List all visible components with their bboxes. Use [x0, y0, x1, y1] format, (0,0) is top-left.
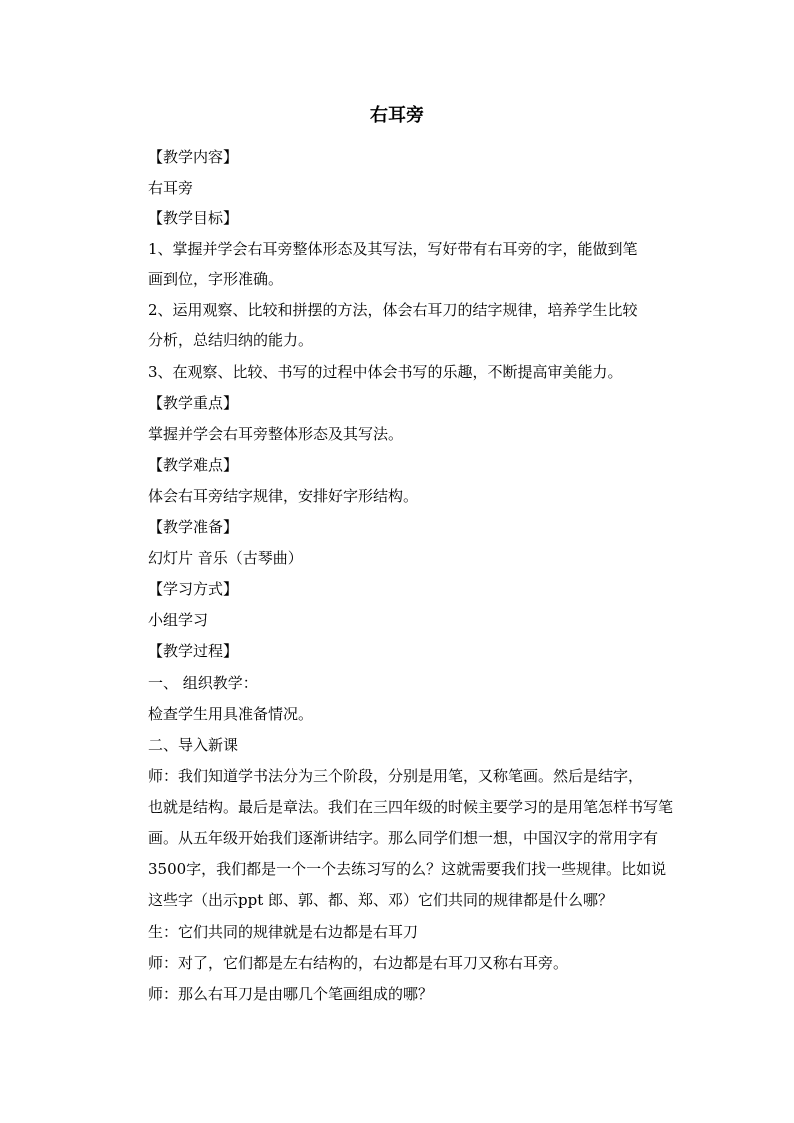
goal-3: 3、在观察、比较、书写的过程中体会书写的乐趣，不断提高审美能力。 [148, 363, 623, 381]
dialogue-teacher-1-line-2: 也就是结构。最后是章法。我们在三四年级的时候主要学习的是用笔怎样书写笔 [148, 798, 674, 816]
section-heading-content: 【教学内容】 [148, 148, 239, 166]
content-text: 右耳旁 [148, 179, 194, 197]
process-step-2: 二、导入新课 [148, 736, 239, 754]
section-heading-goals: 【教学目标】 [148, 209, 239, 227]
dialogue-teacher-1-line-3: 画。从五年级开始我们逐渐讲结字。那么同学们想一想，中国汉字的常用字有 [148, 829, 659, 847]
preparation-text: 幻灯片 音乐（古琴曲） [148, 549, 303, 567]
process-step-1-text: 检查学生用具准备情况。 [148, 705, 314, 723]
difficulties-text: 体会右耳旁结字规律，安排好字形结构。 [148, 487, 419, 505]
dialogue-student-1: 生：它们共同的规律就是右边都是右耳刀 [148, 923, 419, 941]
goal-1-line-2: 画到位，字形准确。 [148, 270, 284, 288]
goal-2-line-1: 2、运用观察、比较和拼摆的方法，体会右耳刀的结字规律，培养学生比较 [148, 301, 638, 319]
dialogue-teacher-2: 师：对了，它们都是左右结构的，右边都是右耳刀又称右耳旁。 [148, 954, 569, 972]
learning-mode-text: 小组学习 [148, 611, 209, 629]
section-heading-learning-mode: 【学习方式】 [148, 580, 239, 598]
dialogue-teacher-1-line-1: 师：我们知道学书法分为三个阶段，分别是用笔，又称笔画。然后是结字， [148, 767, 644, 785]
process-step-1: 一、 组织教学： [148, 674, 258, 692]
section-heading-key-points: 【教学重点】 [148, 394, 239, 412]
dialogue-teacher-3: 师：那么右耳刀是由哪几个笔画组成的哪？ [148, 985, 434, 1003]
key-points-text: 掌握并学会右耳旁整体形态及其写法。 [148, 425, 404, 443]
document-title: 右耳旁 [370, 105, 424, 126]
dialogue-teacher-1-line-4: 3500字，我们都是一个一个去练习写的么？这就需要我们找一些规律。比如说 [148, 860, 667, 878]
section-heading-difficulties: 【教学难点】 [148, 456, 239, 474]
goal-1-line-1: 1、掌握并学会右耳旁整体形态及其写法，写好带有右耳旁的字，能做到笔 [148, 240, 638, 258]
dialogue-teacher-1-line-5: 这些字（出示ppt 郎、郭、都、郑、邓）它们共同的规律都是什么哪？ [148, 891, 614, 909]
section-heading-process: 【教学过程】 [148, 642, 239, 660]
section-heading-preparation: 【教学准备】 [148, 518, 239, 536]
goal-2-line-2: 分析，总结归纳的能力。 [148, 331, 314, 349]
